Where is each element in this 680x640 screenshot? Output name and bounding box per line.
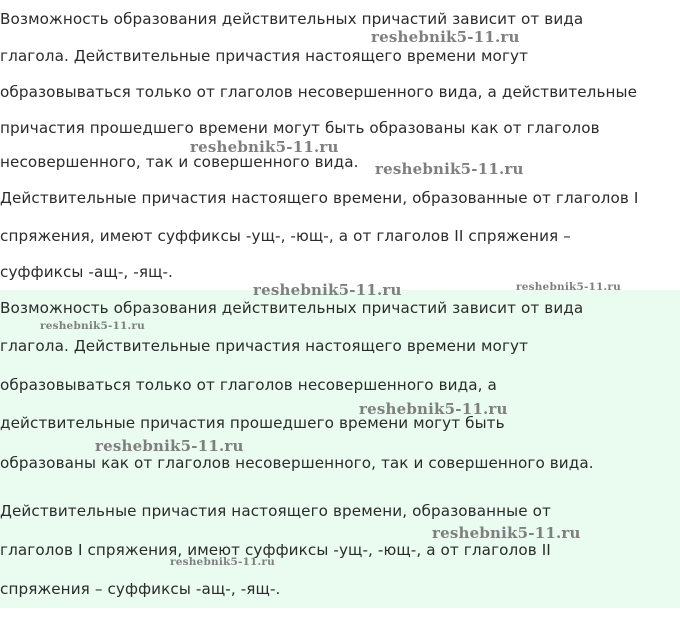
text-line: несовершенного, так и совершенного вида. — [0, 153, 359, 171]
text-line: Возможность образования действительных причастий зависит от вида — [0, 10, 584, 28]
watermark: reshebnik5-11.ru — [40, 320, 145, 332]
text-block-plain — [0, 0, 680, 290]
watermark: reshebnik5-11.ru — [375, 160, 524, 178]
text-line: действительные причастия прошедшего времени могут быть — [0, 414, 505, 432]
text-line: Действительные причастия настоящего времени, образованные от — [0, 502, 551, 520]
text-line: суффиксы -ащ-, -ящ-. — [0, 263, 173, 281]
text-line: Возможность образования действительных причастий зависит от вида — [0, 299, 584, 317]
watermark: reshebnik5-11.ru — [253, 281, 402, 299]
text-line: спряжения – суффиксы -ащ-, -ящ-. — [0, 580, 281, 598]
watermark: reshebnik5-11.ru — [170, 556, 275, 568]
text-line: причастия прошедшего времени могут быть образованы как от глаголов — [0, 119, 600, 137]
text-line: глагола. Действительные причастия настоящего времени могут — [0, 47, 529, 65]
watermark: reshebnik5-11.ru — [190, 138, 339, 156]
watermark: reshebnik5-11.ru — [359, 400, 508, 418]
text-line: глаголов I спряжения, имеют суффиксы -ущ-, -ющ-, а от глаголов II — [0, 541, 551, 559]
text-line: глагола. Действительные причастия настоящего времени могут — [0, 337, 529, 355]
watermark: reshebnik5-11.ru — [95, 437, 244, 455]
text-line: Действительные причастия настоящего времени, образованные от глаголов I — [0, 189, 639, 207]
text-line: спряжения, имеют суффиксы -ущ-, -ющ-, а от глаголов II спряжения – — [0, 227, 571, 245]
watermark: reshebnik5-11.ru — [516, 281, 621, 293]
watermark: reshebnik5-11.ru — [432, 524, 581, 542]
text-line: образовываться только от глаголов несовершенного вида, а — [0, 376, 497, 394]
text-line: образованы как от глаголов несовершенного, так и совершенного вида. — [0, 454, 594, 472]
watermark: reshebnik5-11.ru — [371, 28, 520, 46]
text-line: образовываться только от глаголов несовершенного вида, а действительные — [0, 83, 638, 101]
text-block-highlighted — [0, 290, 680, 608]
